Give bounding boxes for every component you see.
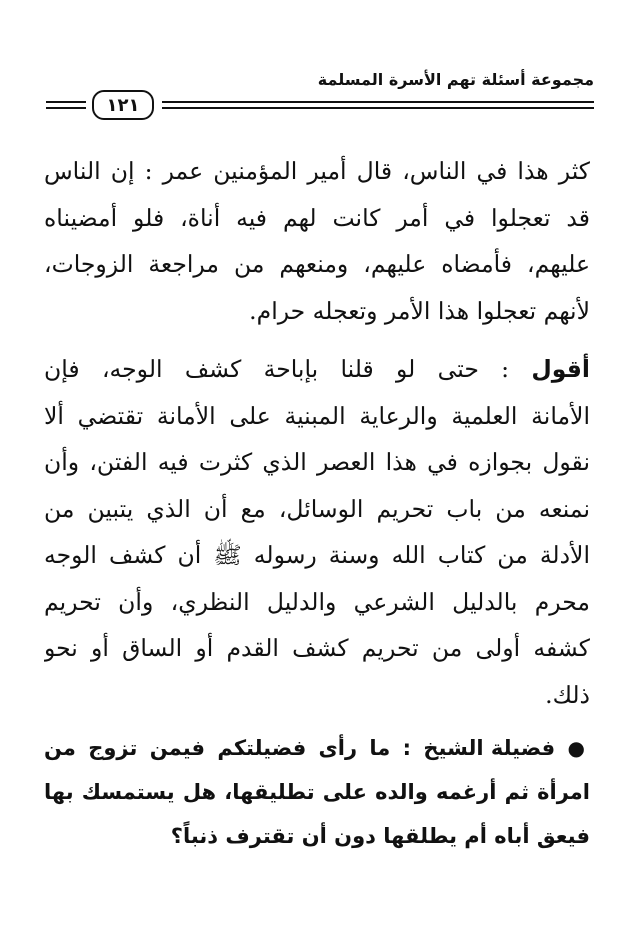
text-line-rest: : حتى لو قلنا بإباحة كشف الوجه، فإن bbox=[44, 355, 510, 383]
question-line: فيعق أباه أم يطلقها دون أن تقترف ذنباً؟ bbox=[170, 824, 590, 848]
text-line-with-lead bbox=[44, 346, 590, 393]
text-line: لأنهم تعجلوا هذا الأمر وتعجله حرام. bbox=[249, 296, 590, 325]
paragraph-2 bbox=[44, 346, 590, 718]
header-rule-right-bottom bbox=[162, 107, 594, 109]
header-rule-right-top bbox=[162, 101, 594, 103]
text-line: نمنعه من باب تحريم الوسائل، مع أن الذي يتبين من bbox=[44, 494, 590, 523]
question-line-rest: فضيلة الشيخ : ما رأى فضيلتكم فيمن تزوج من bbox=[44, 736, 556, 760]
text-line: الأدلة من كتاب الله وسنة رسوله ﷺ أن كشف الوجه bbox=[44, 541, 590, 569]
running-header-title: مجموعة أسئلة تهم الأسرة المسلمة bbox=[317, 70, 594, 89]
question-line-with-bullet bbox=[44, 726, 590, 770]
lead-word: أقول bbox=[531, 355, 590, 383]
text-line: كشفه أولى من تحريم كشف القدم أو الساق أو نحو bbox=[44, 634, 590, 662]
text-line: الأمانة العلمية والرعاية المبنية على الأمانة تقتضي ألا bbox=[44, 401, 590, 430]
paragraph-1 bbox=[44, 148, 590, 334]
bullet-icon: ● bbox=[567, 736, 590, 760]
text-line: نقول بجوازه في هذا العصر الذي كثرت فيه الفتن، وأن bbox=[44, 448, 590, 476]
text-line: كثر هذا في الناس، قال أمير المؤمنين عمر : إن الناس bbox=[44, 157, 590, 185]
question-block bbox=[44, 726, 590, 858]
text-line: محرم بالدليل الشرعي والدليل النظري، وأن تحريم bbox=[44, 587, 590, 616]
page-number: ١٢١ bbox=[92, 90, 154, 120]
header-rule-left-bottom bbox=[46, 107, 86, 109]
text-line: عليهم، فأمضاه عليهم، ومنعهم من مراجعة الزوجات، bbox=[44, 250, 590, 278]
header-rule-left-top bbox=[46, 101, 86, 103]
text-line: ذلك. bbox=[545, 680, 590, 709]
text-line: قد تعجلوا في أمر كانت لهم فيه أناة، فلو أمضيناه bbox=[44, 203, 590, 232]
question-line: امرأة ثم أرغمه والده على تطليقها، هل يستمسك بها bbox=[44, 780, 590, 804]
